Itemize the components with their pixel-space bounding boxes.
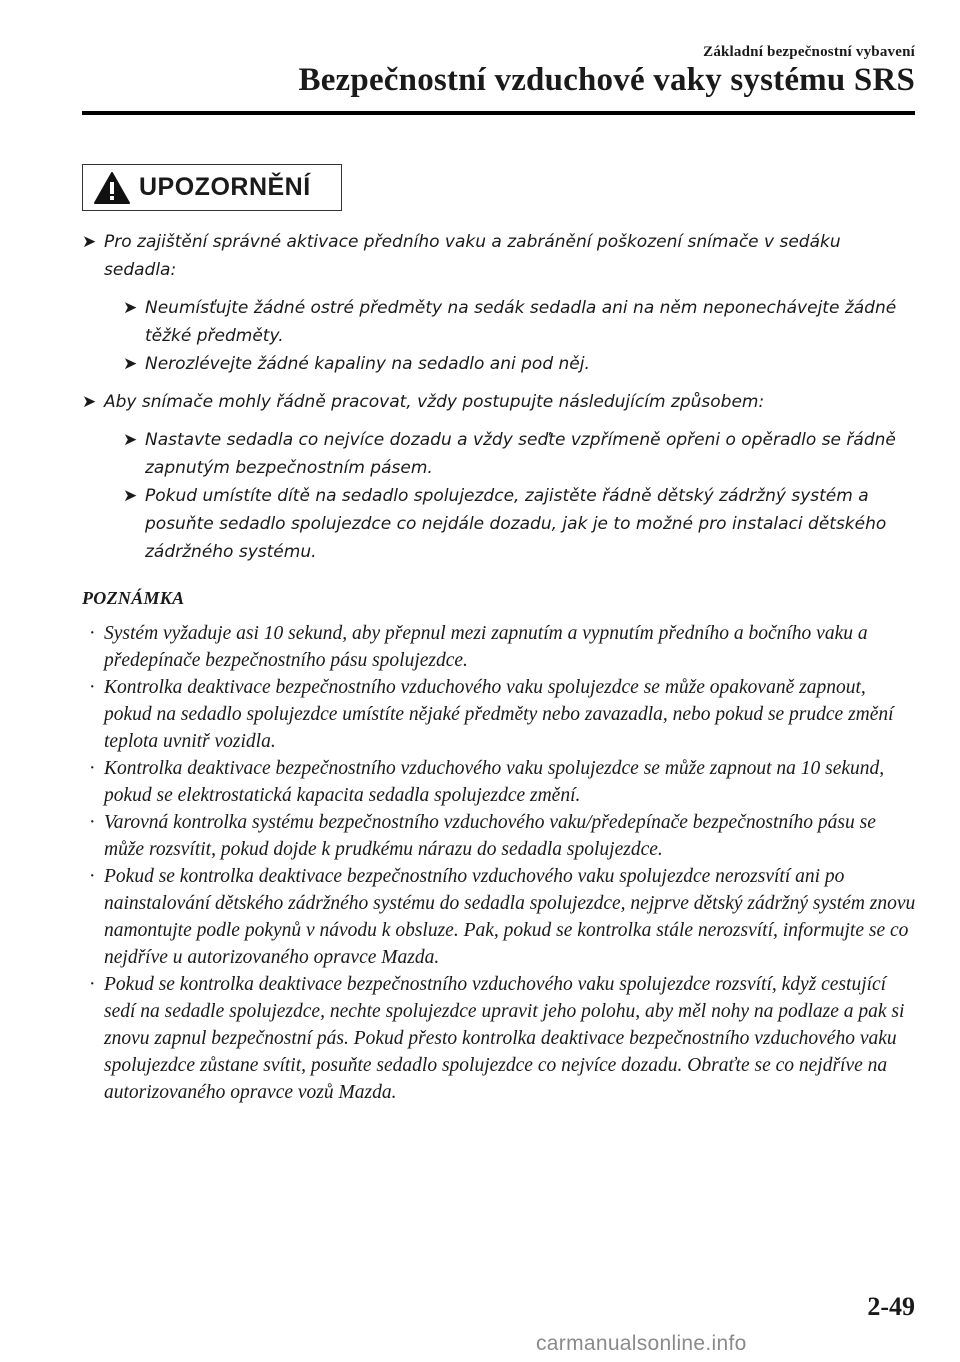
watermark-link[interactable]: carmanualsonline.info [536, 1332, 747, 1355]
bullet-dot: · [89, 866, 96, 887]
note-item-text: Systém vyžaduje asi 10 sekund, aby přepnul mezi zapnutím a vypnutím předního a bočního vaku a předepínače bezpečnostního pásu spolujezdce. [104, 623, 868, 671]
warning-subitem [123, 350, 912, 378]
note-item [82, 971, 917, 1106]
arrow-right-icon: ➤ [82, 392, 97, 412]
bullet-dot: · [89, 623, 96, 644]
note-item-text: Kontrolka deaktivace bezpečnostního vzduchového vaku spolujezdce se může zapnout na 10 sekund, pokud se elektrostatická kapacita sedadla spolujezdce změní. [104, 758, 885, 806]
page-title: Bezpečnostní vzduchové vaky systému SRS [298, 62, 915, 98]
bullet-dot: · [89, 974, 96, 995]
note-item-text: Pokud se kontrolka deaktivace bezpečnostního vzduchového vaku spolujezdce rozsvítí, když cestující sedí na sedadle spolujezdce, nechte spolujezdce upravit jeho polohu, aby měl nohy na podlaze a pak si znovu zapnul bezpečnostní pás. Pokud přesto kontrolka deaktivace bezpečnostního vzduchového vaku spolujezdce zůstane svítit, posuňte sedadlo spolujezdce co nejvíce dozadu. Obraťte se co nejdříve na autorizovaného opravce vozů Mazda. [104, 974, 905, 1103]
note-item [82, 863, 917, 971]
warning-subitem-text: Nastavte sedadla co nejvíce dozadu a vždy seďte vzpřímeně opřeni o opěradlo se řádně zapnutým bezpečnostním pásem. [145, 430, 896, 478]
warning-item [82, 388, 912, 566]
note-title: POZNÁMKA [82, 588, 185, 608]
warning-subitem-text: Nerozlévejte žádné kapaliny na sedadlo ani pod něj. [145, 354, 590, 374]
arrow-right-icon: ➤ [123, 486, 138, 506]
warning-header [82, 164, 342, 211]
note-item-text: Varovná kontrolka systému bezpečnostního vzduchového vaku/předepínače bezpečnostního pásu se může rozsvítit, pokud dojde k prudkému nárazu do sedadla spolujezdce. [104, 812, 876, 860]
note-item [82, 809, 917, 863]
warning-triangle-icon [93, 171, 131, 205]
title-rule [82, 111, 915, 115]
warning-subitem [123, 294, 912, 350]
arrow-right-icon: ➤ [123, 298, 138, 318]
warning-subitem [123, 426, 912, 482]
warning-list [82, 228, 912, 576]
warning-item-text: Aby snímače mohly řádně pracovat, vždy postupujte následujícím způsobem: [104, 392, 765, 412]
arrow-right-icon: ➤ [82, 232, 97, 252]
warning-label: UPOZORNĚNÍ [139, 173, 311, 201]
page-number: 2-49 [867, 1292, 915, 1321]
warning-item [82, 228, 912, 378]
arrow-right-icon: ➤ [123, 430, 138, 450]
note-item-text: Pokud se kontrolka deaktivace bezpečnostního vzduchového vaku spolujezdce nerozsvítí ani po nainstalování dětského zádržného systému do sedadla spolujezdce, nejprve dětský zádržný systém znovu namontujte podle pokynů v návodu k obsluze. Pak, pokud se kontrolka stále nerozsvítí, informujte se co nejdříve u autorizovaného opravce Mazda. [104, 866, 916, 968]
note-item [82, 674, 917, 755]
bullet-dot: · [89, 758, 96, 779]
arrow-right-icon: ➤ [123, 354, 138, 374]
bullet-dot: · [89, 812, 96, 833]
bullet-dot: · [89, 677, 96, 698]
warning-subitem-text: Neumísťujte žádné ostré předměty na sedák sedadla ani na něm neponechávejte žádné těžké předměty. [145, 298, 897, 346]
note-list [82, 620, 917, 1106]
note-item-text: Kontrolka deaktivace bezpečnostního vzduchového vaku spolujezdce se může opakovaně zapnout, pokud na sedadlo spolujezdce umístíte nějaké předměty nebo zavazadla, nebo pokud se prudce změní teplota uvnitř vozidla. [104, 677, 894, 752]
section-subheading: Základní bezpečnostní vybavení [703, 44, 915, 60]
warning-subitem [123, 482, 912, 566]
warning-subitem-text: Pokud umístíte dítě na sedadlo spolujezdce, zajistěte řádně dětský zádržný systém a posuňte sedadlo spolujezdce co nejdále dozadu, jak je to možné pro instalaci dětského zádržného systému. [145, 486, 887, 562]
note-item [82, 755, 917, 809]
warning-item-text: Pro zajištění správné aktivace předního vaku a zabránění poškození snímače v sedáku sedadla: [104, 232, 841, 280]
note-item [82, 620, 917, 674]
